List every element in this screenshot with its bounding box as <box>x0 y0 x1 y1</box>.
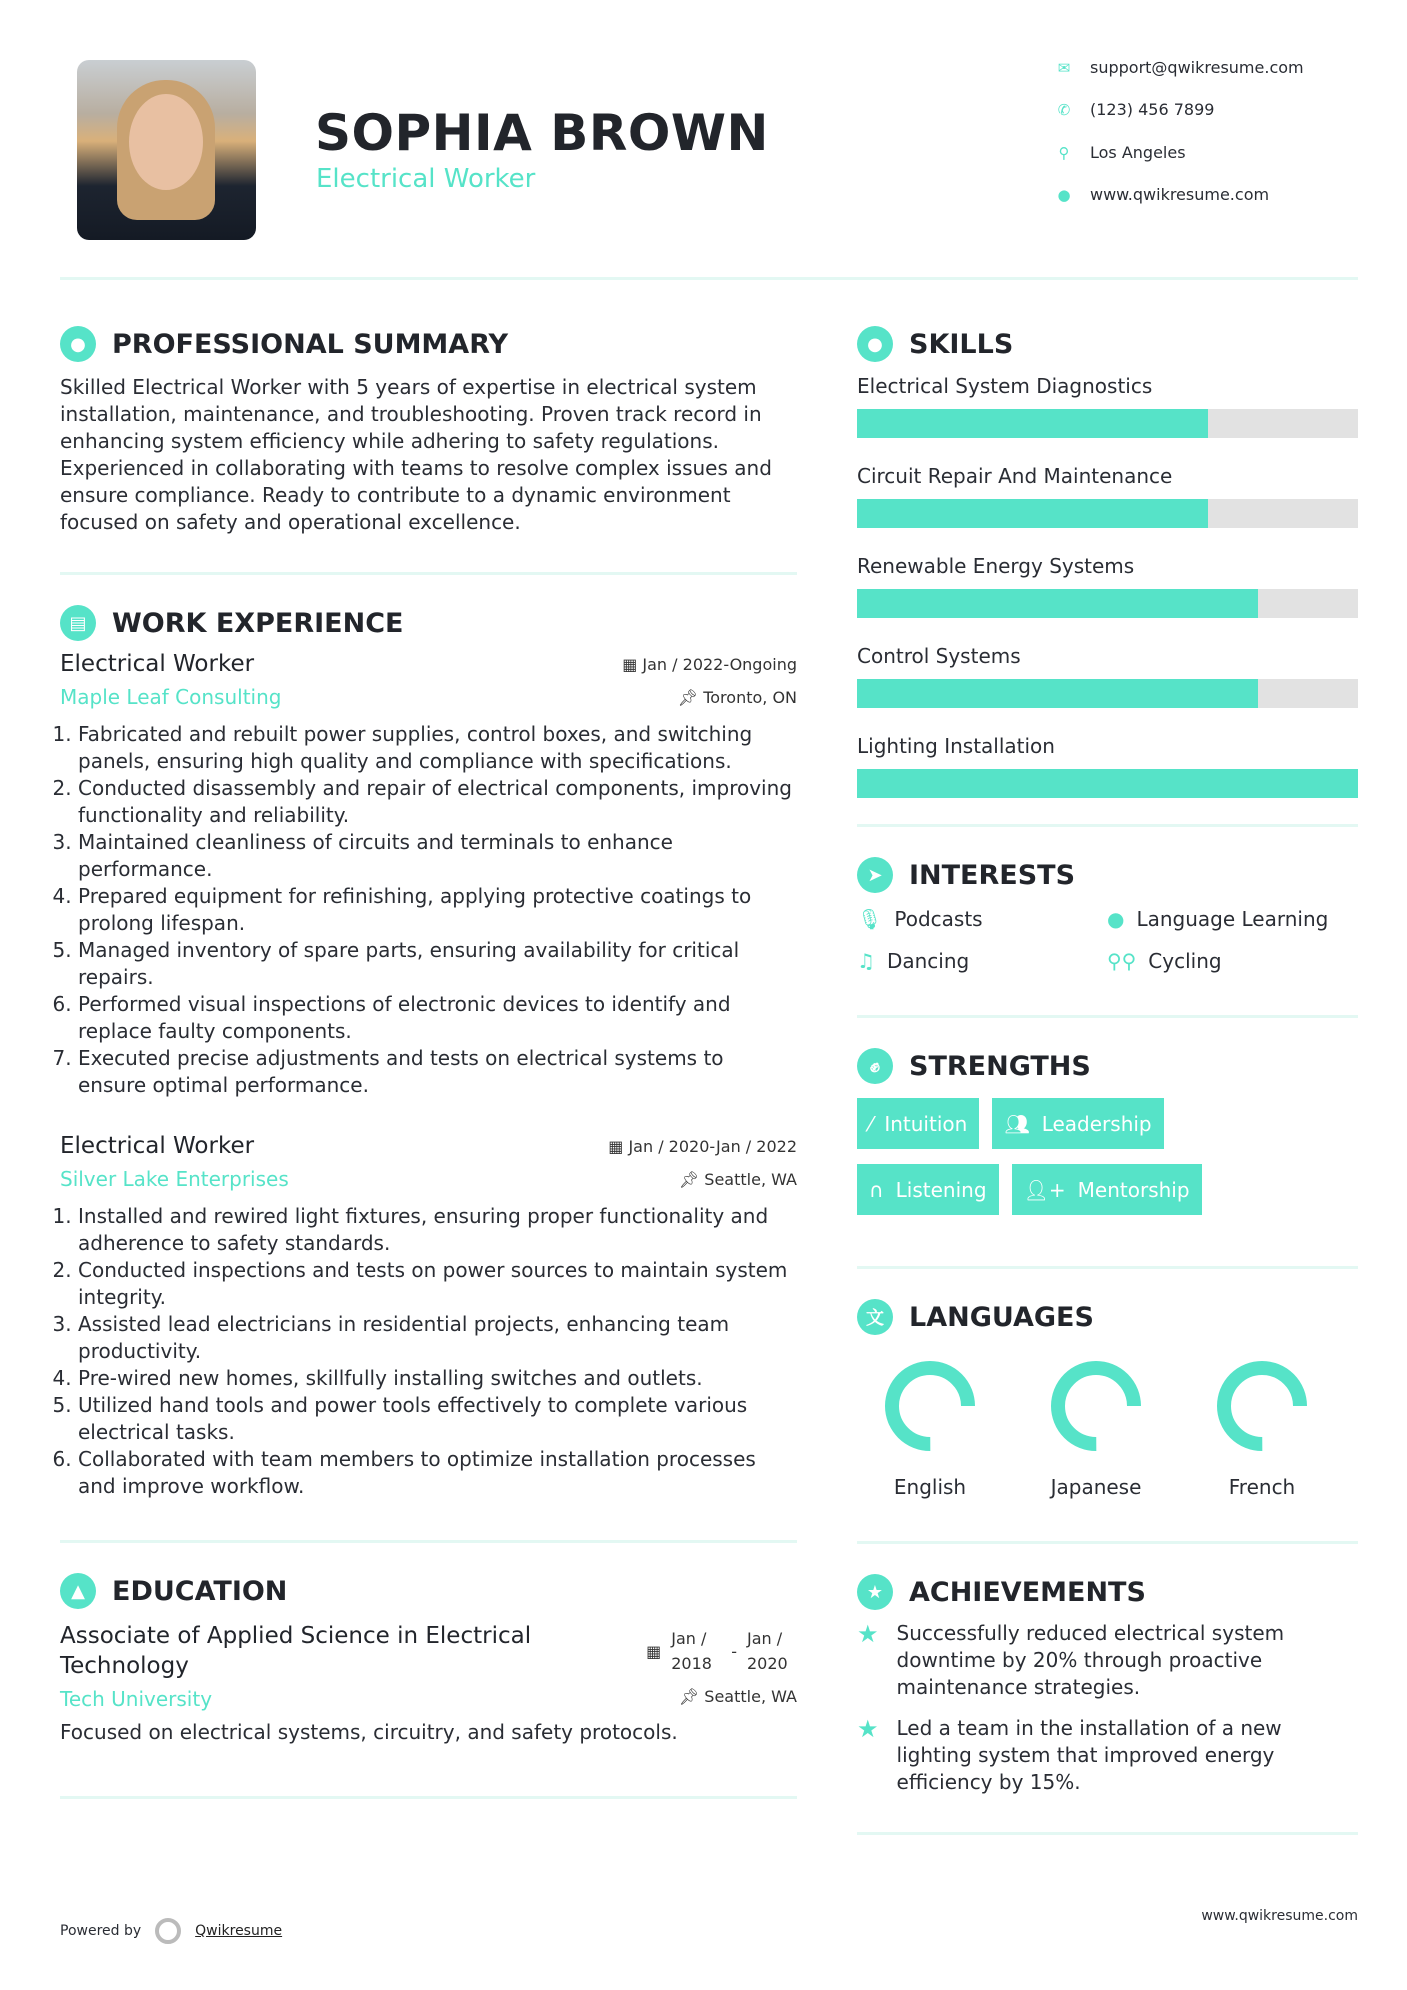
strength-chip: 👤︎+ Mentorship <box>1012 1164 1202 1215</box>
microphone-icon: 🎙︎ <box>857 907 883 931</box>
star-badge-icon: ★ <box>857 1574 893 1610</box>
skills-heading: ● SKILLS <box>857 326 1358 362</box>
education-description: Focused on electrical systems, circuitry, and safety protocols. <box>60 1720 678 1744</box>
skill-name: Circuit Repair And Maintenance <box>857 464 1173 488</box>
interest-item: ● Language Learning <box>1107 907 1329 931</box>
job-bullet: 1. Fabricated and rebuilt power supplies, control boxes, and switching panels, ensuring high quality and compliance with specifications. <box>78 721 797 775</box>
interest-item: ⚲⚲ Cycling <box>1107 949 1222 973</box>
fist-icon: ✊︎ <box>857 1048 893 1084</box>
job-dates: ▦ Jan / 2020-Jan / 2022 <box>608 1136 797 1156</box>
job-bullet: 4. Prepared equipment for refinishing, applying protective coatings to prolong lifespan. <box>78 883 797 937</box>
skill-name: Lighting Installation <box>857 734 1055 758</box>
job-bullet: 7. Executed precise adjustments and tests on electrical systems to ensure optimal performance. <box>78 1045 797 1099</box>
footer-brand: Powered by Qwikresume <box>60 1918 282 1944</box>
divider <box>60 1540 797 1543</box>
language-item: Japanese <box>1013 1351 1179 1499</box>
skill-name: Electrical System Diagnostics <box>857 374 1153 398</box>
language-icon: 文 <box>857 1299 893 1335</box>
divider <box>857 1832 1358 1835</box>
divider <box>857 1015 1358 1018</box>
job-title: Electrical Worker <box>60 1133 255 1159</box>
achievements-heading: ★ ACHIEVEMENTS <box>857 1574 1358 1610</box>
skill-bar <box>857 589 1358 618</box>
headphones-icon: ∩ <box>869 1177 884 1202</box>
strength-chip: 👥︎ Leadership <box>992 1098 1163 1149</box>
language-item: French <box>1179 1351 1345 1499</box>
divider <box>60 1796 797 1799</box>
envelope-icon: ✉ <box>1057 58 1071 77</box>
star-icon: ★ <box>857 1620 879 1648</box>
skill-bar <box>857 769 1358 798</box>
job-bullet: 4. Pre-wired new homes, skillfully installing switches and outlets. <box>78 1365 797 1392</box>
work-heading: ▤ WORK EXPERIENCE <box>60 605 797 641</box>
school: Tech University <box>60 1687 213 1711</box>
skill-name: Control Systems <box>857 644 1021 668</box>
candidate-name: SOPHIA BROWN <box>315 104 769 162</box>
footer-url[interactable]: www.qwikresume.com <box>1201 1908 1358 1924</box>
job-dates: ▦ Jan / 2022-Ongoing <box>622 654 797 674</box>
interest-item: ♫ Dancing <box>857 949 970 973</box>
lightbulb-icon: ● <box>857 326 893 362</box>
job-location: 📌︎ Seattle, WA <box>678 1169 797 1189</box>
header-divider <box>60 277 1358 280</box>
phone-icon: ✆ <box>1057 100 1071 119</box>
qwikresume-logo-icon <box>155 1918 181 1944</box>
summary-text: Skilled Electrical Worker with 5 years of expertise in electrical system installation, maintenance, and troubleshooting. Proven track record in enhancing system efficiency while adhering to safety regulations. Experienced in collaborating with teams to resolve complex issues and ensure compliance. Ready to contribute to a dynamic environment focused on safety and operational excellence. <box>60 375 772 534</box>
qwikresume-link[interactable]: Qwikresume <box>195 1923 283 1939</box>
contact-location: ⚲ Los Angeles <box>1056 143 1186 162</box>
interest-item: 🎙︎ Podcasts <box>857 907 983 931</box>
pin-icon: 📌︎ <box>678 1169 705 1189</box>
languages-heading: 文 LANGUAGES <box>857 1299 1358 1335</box>
calendar-icon: ▦ <box>608 1136 629 1156</box>
job-entry <box>60 651 797 1099</box>
globe-icon: ● <box>1107 907 1125 931</box>
bicycle-icon: ⚲⚲ <box>1107 949 1137 973</box>
job-bullet: 5. Managed inventory of spare parts, ensuring availability for critical repairs. <box>78 937 797 991</box>
job-bullet: 6. Collaborated with team members to optimize installation processes and improve workflow. <box>78 1446 797 1500</box>
job-bullet: 3. Assisted lead electricians in residential projects, enhancing team productivity. <box>78 1311 797 1365</box>
job-title: Electrical Worker <box>316 164 536 194</box>
star-icon: ★ <box>857 1715 879 1743</box>
summary-heading: ● PROFESSIONAL SUMMARY <box>60 326 797 362</box>
contact-email[interactable]: ✉ support@qwikresume.com <box>1057 58 1304 77</box>
divider <box>857 824 1358 827</box>
user-plus-icon: 👤︎+ <box>1023 1177 1066 1202</box>
education-heading: ▲ EDUCATION <box>60 1573 797 1609</box>
strength-chip: ∩ Listening <box>857 1164 999 1215</box>
contact-website[interactable]: ● www.qwikresume.com <box>1057 185 1270 204</box>
divider <box>857 1266 1358 1269</box>
strength-chip: ⁄ Intuition <box>857 1098 979 1149</box>
graduation-icon: ▲ <box>60 1573 96 1609</box>
pin-icon: 📌︎ <box>678 1687 705 1706</box>
job-bullet: 2. Conducted inspections and tests on power sources to maintain system integrity. <box>78 1257 797 1311</box>
language-ring <box>1207 1351 1317 1461</box>
contact-phone: ✆ (123) 456 7899 <box>1057 100 1215 119</box>
music-icon: ♫ <box>857 949 875 973</box>
education-entry <box>60 1621 797 1681</box>
job-bullet: 1. Installed and rewired light fixtures, ensuring proper functionality and adherence to safety standards. <box>78 1203 797 1257</box>
profile-photo <box>77 60 256 240</box>
strengths-heading: ✊︎ STRENGTHS <box>857 1048 1358 1084</box>
degree: Associate of Applied Science in Electrical Technology <box>60 1623 532 1679</box>
briefcase-icon: ▤ <box>60 605 96 641</box>
company-name: Maple Leaf Consulting <box>60 685 282 709</box>
job-bullet: 6. Performed visual inspections of electronic devices to identify and replace faulty components. <box>78 991 797 1045</box>
magic-wand-icon: ⁄ <box>869 1111 873 1136</box>
pin-icon: 📌︎ <box>677 687 704 707</box>
interests-heading: ➤ INTERESTS <box>857 857 1358 893</box>
users-icon: 👥︎ <box>1004 1111 1030 1136</box>
achievement-item: ★ Successfully reduced electrical system downtime by 20% through proactive maintenance strategies. <box>857 1620 1285 1699</box>
divider <box>60 572 797 575</box>
skill-bar <box>857 499 1358 528</box>
divider <box>857 1541 1358 1544</box>
left-column <box>60 326 797 1799</box>
skill-name: Renewable Energy Systems <box>857 554 1135 578</box>
language-ring <box>1041 1351 1151 1461</box>
paper-plane-icon: ➤ <box>857 857 893 893</box>
user-icon: ● <box>60 326 96 362</box>
education-location: 📌︎ Seattle, WA <box>678 1687 797 1706</box>
job-bullet: 3. Maintained cleanliness of circuits and terminals to enhance performance. <box>78 829 797 883</box>
language-ring <box>875 1351 985 1461</box>
company-name: Silver Lake Enterprises <box>60 1167 289 1191</box>
education-dates: ▦ Jan / 2018 - Jan / 2020 <box>646 1629 788 1673</box>
skill-bar <box>857 409 1358 438</box>
globe-icon: ● <box>1057 185 1071 204</box>
calendar-icon: ▦ <box>646 1641 662 1661</box>
language-item: English <box>847 1351 1013 1499</box>
job-bullet: 5. Utilized hand tools and power tools effectively to complete various electrical tasks. <box>78 1392 797 1446</box>
job-location: 📌︎ Toronto, ON <box>677 687 797 707</box>
skill-bar <box>857 679 1358 708</box>
achievement-item: ★ Led a team in the installation of a new lighting system that improved energy efficiency by 15%. <box>857 1715 1282 1794</box>
job-title: Electrical Worker <box>60 651 255 677</box>
job-entry <box>60 1133 797 1500</box>
calendar-icon: ▦ <box>622 654 643 674</box>
right-column <box>857 326 1358 1835</box>
map-pin-icon: ⚲ <box>1058 143 1070 162</box>
job-bullet: 2. Conducted disassembly and repair of electrical components, improving functionality and reliability. <box>78 775 797 829</box>
